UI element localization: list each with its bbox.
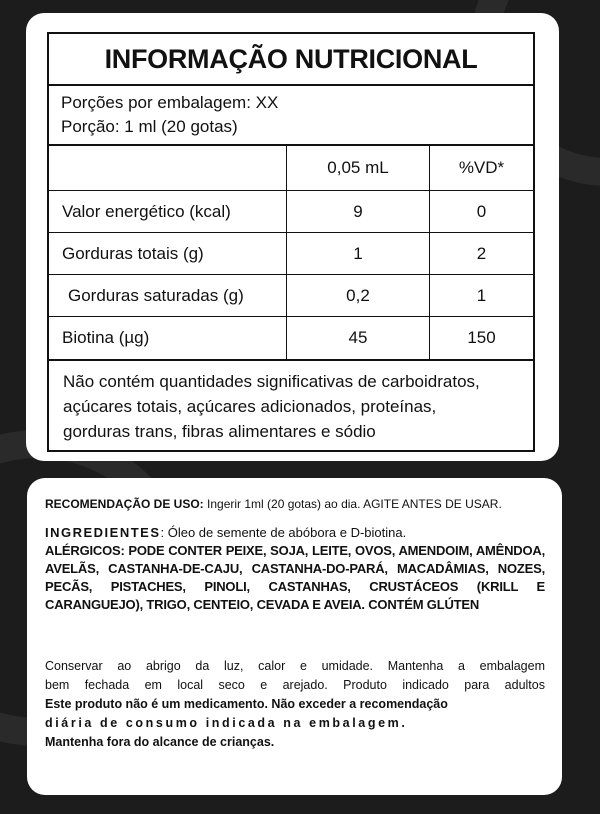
nutrient-name: Valor energético (kcal) — [49, 191, 287, 232]
nutrient-amount: 9 — [287, 191, 430, 232]
servings-per-package: Porções por embalagem: XX — [61, 93, 279, 112]
storage-line: Conservar ao abrigo da luz, calor e umidade. Mantenha a embalagem — [45, 659, 545, 673]
portion-info — [49, 86, 533, 146]
ingredients-label: INGREDIENTES — [45, 525, 161, 540]
storage-line: bem fechada em local seco e arejado. Produto indicado para adultos — [45, 678, 545, 692]
label-info-card — [27, 478, 562, 795]
medicine-warning: Este produto não é um medicamento. Não exceder a recomendação — [45, 697, 448, 711]
ingredients-block — [45, 524, 545, 614]
serving-size: Porção: 1 ml (20 gotas) — [61, 117, 238, 136]
nutrient-amount: 1 — [287, 233, 430, 274]
nutrient-dv: 2 — [476, 243, 487, 263]
table-row — [49, 317, 533, 361]
nutrient-dv: 0 — [476, 201, 487, 221]
nutrition-footnote — [49, 361, 533, 444]
footnote-line: Não contém quantidades significativas de carboidratos, — [63, 372, 480, 391]
nutrient-dv: 150 — [467, 328, 496, 347]
children-warning: Mantenha fora do alcance de crianças. — [45, 735, 275, 749]
dosage-warning: diária de consumo indicada na embalagem. — [45, 716, 408, 730]
header-cell-name — [49, 146, 287, 190]
footnote-line: açúcares totais, açúcares adicionados, proteínas, — [63, 397, 437, 416]
nutrient-amount: 0,2 — [287, 275, 430, 316]
nutrition-title: INFORMAÇÃO NUTRICIONAL — [49, 34, 533, 86]
nutrition-card — [26, 13, 559, 461]
header-cell-amount: 0,05 mL — [287, 146, 430, 190]
nutrient-name: Gorduras totais (g) — [49, 233, 287, 274]
header-cell-dv: %VD* — [458, 158, 505, 177]
usage-label: RECOMENDAÇÃO DE USO: — [45, 497, 204, 511]
nutrient-amount: 45 — [287, 317, 430, 359]
warnings-block — [45, 657, 545, 752]
ingredients-text: : Óleo de semente de abóbora e D-biotina. — [160, 525, 407, 540]
usage-text: Ingerir 1ml (20 gotas) ao dia. AGITE ANTES DE USAR. — [203, 497, 502, 511]
usage-recommendation — [45, 496, 545, 512]
nutrient-dv: 1 — [476, 285, 487, 305]
table-row — [49, 275, 533, 317]
allergens-text: ALÉRGICOS: PODE CONTER PEIXE, SOJA, LEITE, OVOS, AMENDOIM, AMÊNDOA, AVELÃS, CASTANHA-DE-CAJU, CASTANHA-DO-PARÁ, MACADÂMIAS, NOZES, PECÃS, PISTACHES, PINOLI, CASTANHAS, CRUSTÁCEOS (KRILL E CARANGUEJO), TRIGO, CENTEIO, CEVADA E AVEIA. CONTÉM GLÚTEN — [45, 543, 545, 612]
nutrition-table — [47, 32, 535, 452]
nutrient-name: Biotina (µg) — [49, 317, 287, 359]
nutrient-name: Gorduras saturadas (g) — [49, 275, 287, 316]
table-row — [49, 233, 533, 275]
footnote-line: gorduras trans, fibras alimentares e sódio — [63, 422, 376, 441]
table-row — [49, 191, 533, 233]
table-header-row — [49, 146, 533, 191]
